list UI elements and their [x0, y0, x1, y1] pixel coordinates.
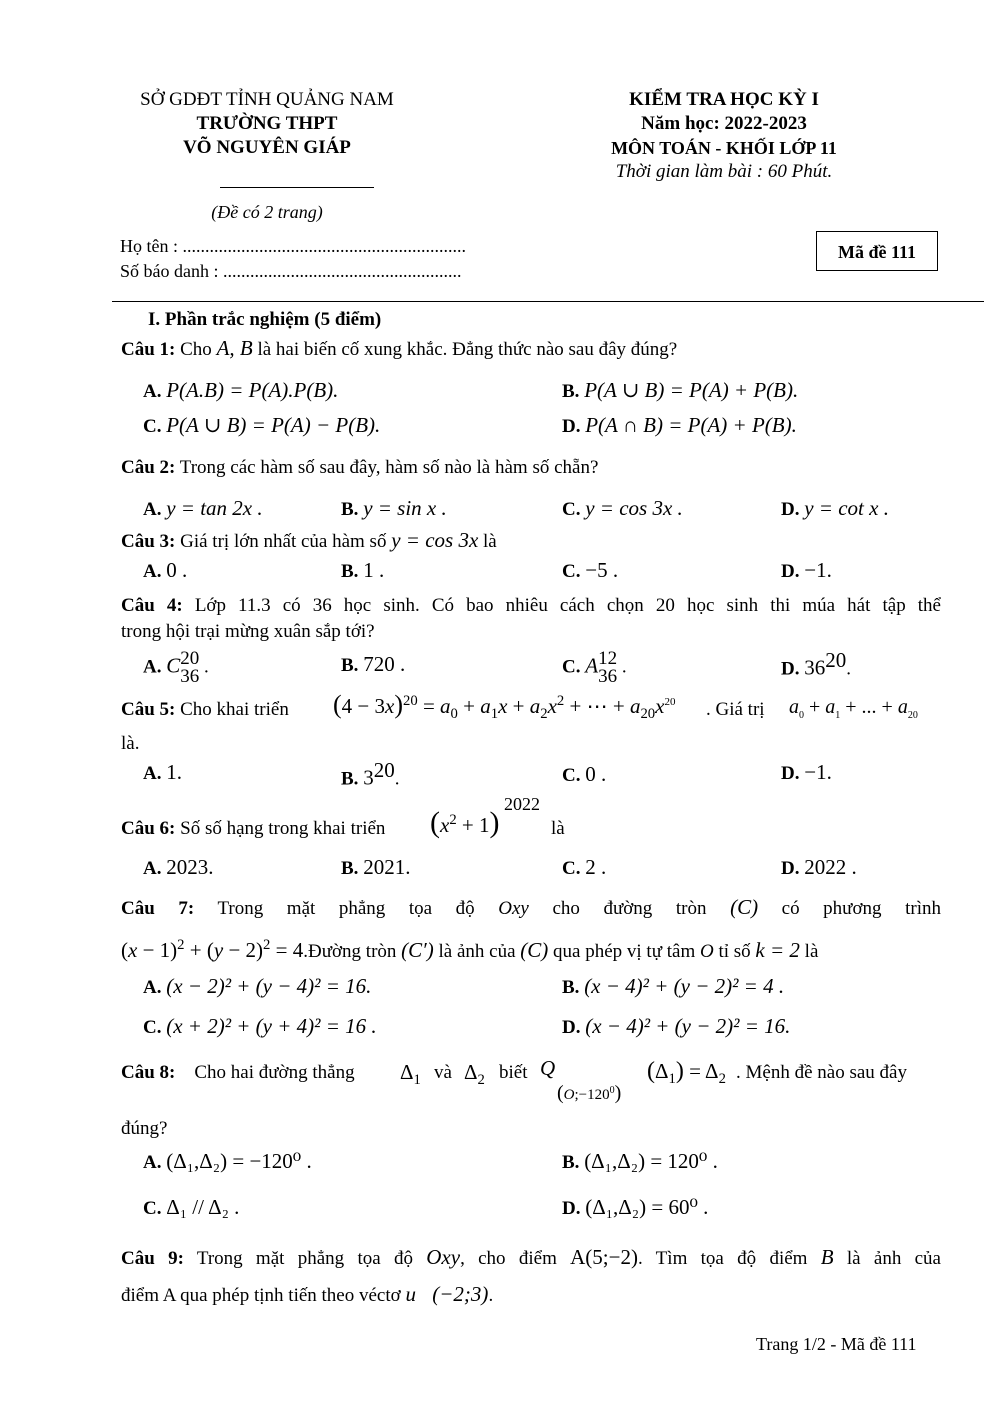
q8-text-b: và — [434, 1062, 452, 1083]
q7-option-d: D. (x − 4)² + (y − 2)² = 16. — [562, 1014, 791, 1038]
q8-rotation-subscript: $(O;-120^0)$ — [557, 1082, 622, 1104]
q1-option-b: B. P(A ∪ B) = P(A) + P(B). — [562, 378, 799, 402]
q1-option-d: D. P(A ∩ B) = P(A) + P(B). — [562, 413, 797, 437]
q6-option-a: A. 2023. — [143, 855, 214, 879]
q3-option-a: A. 0 . — [143, 558, 188, 582]
q8-rotation: Q — [540, 1056, 556, 1080]
header-divider — [112, 301, 984, 302]
header-underline — [220, 187, 374, 188]
dept-name: SỞ GDĐT TỈNH QUẢNG NAM — [140, 89, 394, 110]
q4-option-d: D. $36^{20}$. — [781, 648, 851, 680]
q8-option-a: A. (Δ₁,Δ₂) = −120⁰ . — [143, 1149, 312, 1173]
question-9-line-2: điểm A qua phép tịnh tiến theo véctơ u⃗(−2;3). — [121, 1282, 494, 1306]
q8-rotation-arg: $(\Delta_1) = \Delta_2$ — [647, 1058, 726, 1088]
q6-option-b: B. 2021. — [341, 855, 411, 879]
q3-option-d: D. −1. — [781, 558, 832, 582]
q7-option-b: B. (x − 4)² + (y − 2)² = 4 . — [562, 974, 785, 998]
pages-note: (Đề có 2 trang) — [211, 202, 323, 222]
time-limit: Thời gian làm bài : 60 Phút. — [615, 161, 833, 182]
q2-option-a: A. y = tan 2x . — [143, 496, 263, 520]
q8-delta-1: $\Delta_1$ — [400, 1060, 421, 1089]
q6-option-c: C. 2 . — [562, 855, 607, 879]
q8-text-d: . Mệnh đề nào sau đây — [736, 1062, 907, 1083]
subject: MÔN TOÁN - KHỐI LỚP 11 — [611, 138, 837, 158]
q6-text-b: là — [551, 818, 565, 839]
q5-expansion-formula: $(4 - 3x)^{20} = a_0 + a_1x + a_2x^2$ + ⋯ + $a_{20}x^{20}$ — [333, 690, 676, 723]
q7-option-c: C. (x + 2)² + (y + 4)² = 16 . — [143, 1014, 377, 1038]
q6-binomial: $(x^2 + 1)$ — [430, 806, 500, 839]
question-9: Câu 9: Trong mặt phẳng tọa độ Oxy, cho điểm A(5;−2). Tìm tọa độ điểm B là ảnh của — [121, 1245, 941, 1269]
question-3: Câu 3: Giá trị lớn nhất của hàm số y = cos 3x là — [121, 528, 497, 552]
q6-exponent: 2022 — [504, 794, 540, 814]
question-4-line-2: trong hội trại mừng xuân sắp tới? — [121, 621, 375, 642]
exam-code-box: Mã đề 111 — [816, 231, 938, 271]
q5-option-a: A. 1. — [143, 760, 182, 784]
question-7-line-2: $(x - 1)^2 + (y - 2)^2$ = 4.Đường tròn (C′) là ảnh của (C) qua phép vị tự tâm O tỉ số k = 2 là — [121, 937, 819, 962]
q5-option-b: B. $3^{20}$. — [341, 758, 400, 790]
student-id-line: Số báo danh : ..................................................... — [120, 261, 462, 281]
q4-option-b: B. 720 . — [341, 652, 406, 676]
q8-option-d: D. (Δ₁,Δ₂) = 60⁰ . — [562, 1195, 709, 1219]
q1-option-a: A. P(A.B) = P(A).P(B). — [143, 378, 339, 402]
q2-option-b: B. y = sin x . — [341, 496, 447, 520]
q5-sum-formula: $a_0 + a_1$ + ... + $a_{20}$ — [789, 696, 918, 721]
q8-delta-2: $\Delta_2$ — [464, 1060, 485, 1089]
question-7: Câu 7: Trong mặt phẳng tọa độ Oxy cho đường tròn (C) có phương trình — [121, 895, 941, 919]
question-8: Câu 8: Cho hai đường thẳng — [121, 1062, 355, 1083]
q5-option-d: D. −1. — [781, 760, 832, 784]
question-5: Câu 5: Cho khai triển — [121, 699, 289, 720]
q8-text-c: biết — [499, 1062, 528, 1083]
q4-option-c: C. A 12 36 . — [562, 648, 627, 687]
q3-option-b: B. 1 . — [341, 558, 385, 582]
school-line-1: TRƯỜNG THPT — [196, 113, 338, 134]
section-title: I. Phần trắc nghiệm (5 điểm) — [148, 309, 382, 330]
q4-option-a: A. C 20 36 . — [143, 648, 209, 687]
q8-option-b: B. (Δ₁,Δ₂) = 120⁰ . — [562, 1149, 718, 1173]
q2-option-d: D. y = cot x . — [781, 496, 889, 520]
q7-option-a: A. (x − 2)² + (y − 4)² = 16. — [143, 974, 372, 998]
exam-title: KIỂM TRA HỌC KỲ I — [629, 89, 819, 110]
question-1: Câu 1: Cho A, B là hai biến cố xung khắc. Đẳng thức nào sau đây đúng? — [121, 336, 678, 360]
q1-option-c: C. P(A ∪ B) = P(A) − P(B). — [143, 413, 381, 437]
page-footer: Trang 1/2 - Mã đề 111 — [756, 1334, 917, 1354]
question-label: Câu 1: — [121, 339, 176, 360]
q8-option-c: C. Δ₁ // Δ₂ . — [143, 1195, 240, 1219]
school-line-2: VÕ NGUYÊN GIÁP — [183, 137, 351, 158]
school-year: Năm học: 2022-2023 — [641, 113, 807, 134]
q6-option-d: D. 2022 . — [781, 855, 857, 879]
q5-text-b: . Giá trị — [706, 699, 765, 720]
q8-text-2: đúng? — [121, 1118, 168, 1139]
q2-option-c: C. y = cos 3x . — [562, 496, 683, 520]
q5-text-c: là. — [121, 733, 140, 754]
question-6: Câu 6: Số số hạng trong khai triển — [121, 818, 386, 839]
name-line: Họ tên : ............................................................... — [120, 236, 466, 256]
question-4: Câu 4: Lớp 11.3 có 36 học sinh. Có bao nhiêu cách chọn 20 học sinh thi múa hát tập thể — [121, 595, 941, 616]
q5-option-c: C. 0 . — [562, 762, 607, 786]
question-2: Câu 2: Trong các hàm số sau đây, hàm số nào là hàm số chẵn? — [121, 457, 599, 478]
q7-circle-equation: $(x - 1)^2 + (y - 2)^2 = 4$ — [121, 937, 304, 962]
q3-option-c: C. −5 . — [562, 558, 619, 582]
